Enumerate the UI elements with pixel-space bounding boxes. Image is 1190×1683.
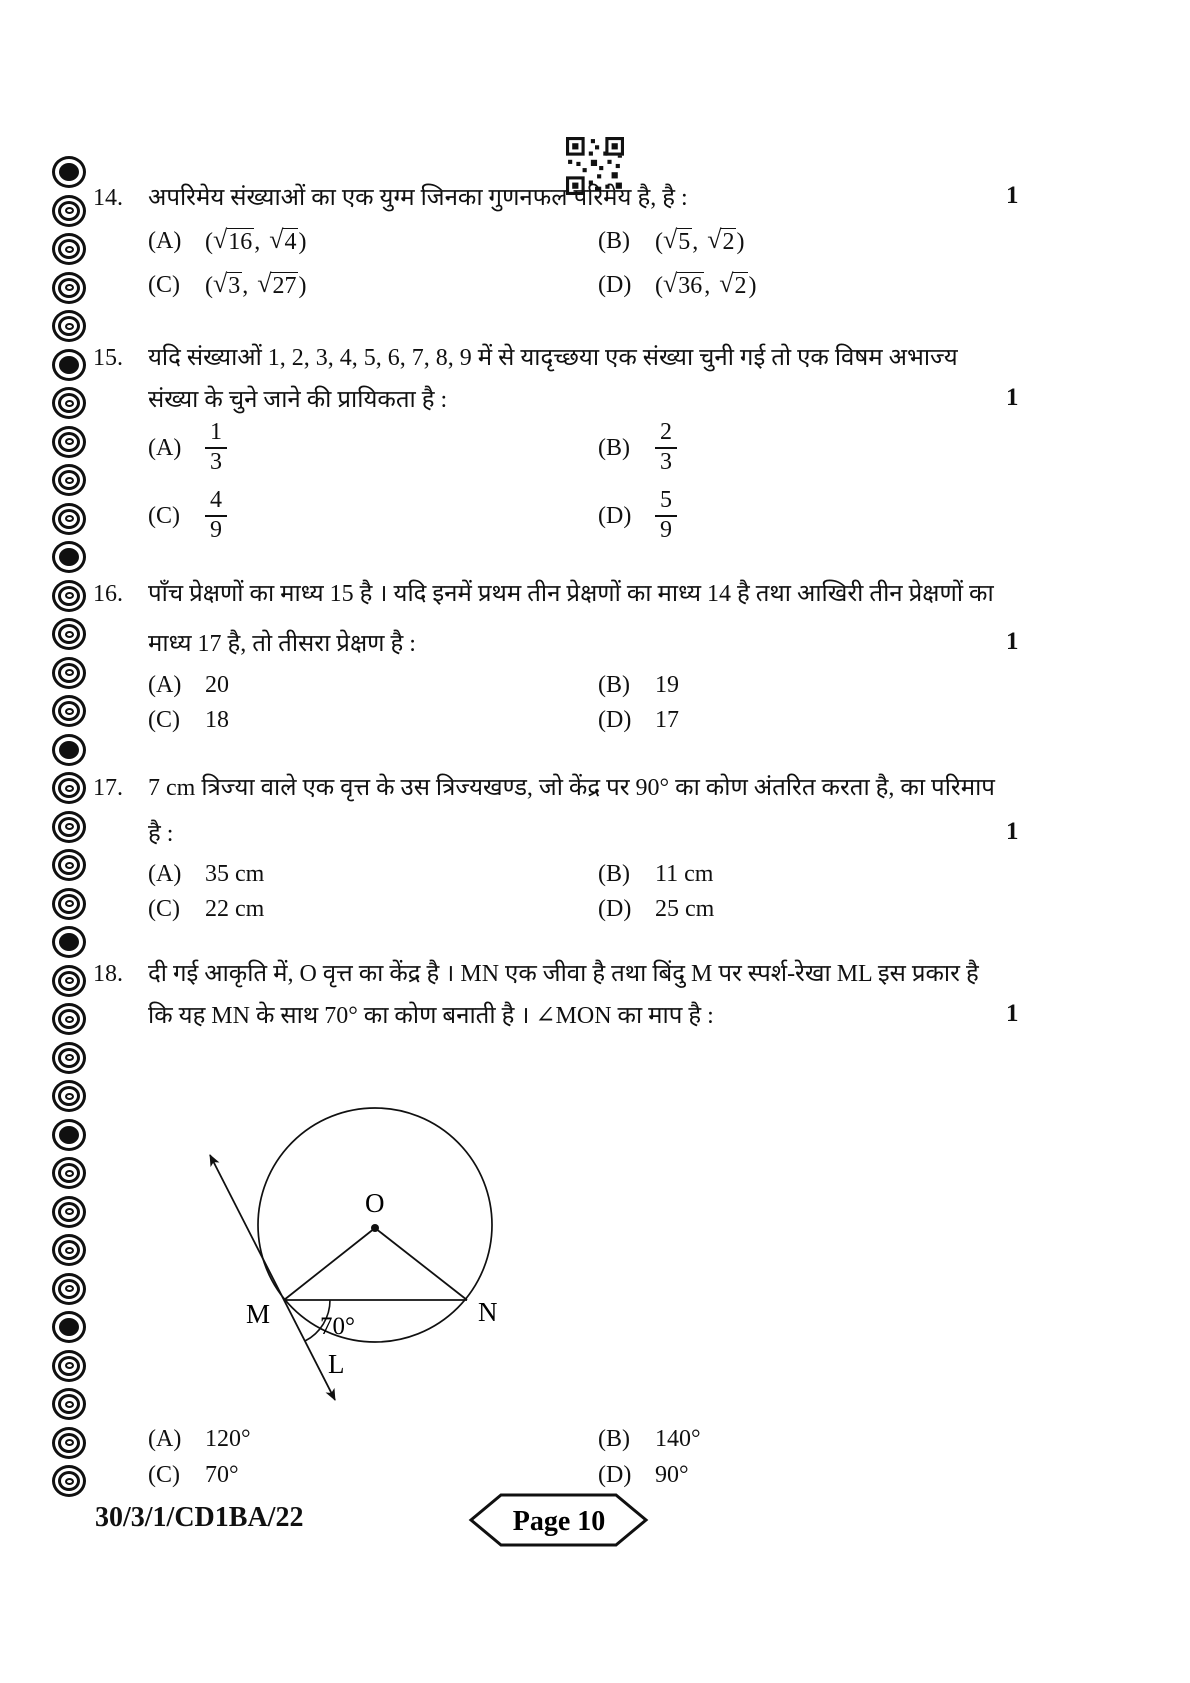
q16-options-row-2 <box>148 703 1088 737</box>
q14-options-row-1 <box>148 224 1088 258</box>
option-value: (√16, √4) <box>205 225 307 255</box>
binding-hole <box>52 734 86 766</box>
sqrt-expression: √2 <box>719 269 747 299</box>
page-number-label: Page 10 <box>512 1506 606 1537</box>
binding-hole <box>52 503 86 535</box>
radius-om <box>284 1228 375 1300</box>
option-value-fraction: $\frac{4}{9}$ <box>205 487 227 544</box>
angle-label: 70° <box>320 1313 355 1340</box>
option-value-fraction: $\frac{1}{3}$ <box>205 419 227 476</box>
option-d <box>598 703 679 737</box>
radius-on <box>375 1228 467 1300</box>
option-value: 120° <box>205 1425 251 1452</box>
option-label: (D) <box>598 706 632 733</box>
question-14-stem <box>93 180 688 213</box>
option-value: 35 cm <box>205 860 265 887</box>
question-17-stem <box>93 770 995 803</box>
q15-options-row-1 <box>148 418 1088 478</box>
option-a <box>148 418 227 478</box>
question-number: 16. <box>93 581 123 607</box>
option-label: (C) <box>148 706 180 733</box>
binding-strip <box>52 156 86 1497</box>
option-c <box>148 486 227 546</box>
binding-hole <box>52 156 86 188</box>
binding-hole <box>52 1157 86 1189</box>
circle-figure <box>150 1080 550 1415</box>
sqrt-expression: √16 <box>213 225 253 255</box>
marks-badge: 1 <box>1006 628 1019 655</box>
binding-hole <box>52 618 86 650</box>
option-value: 22 cm <box>205 895 265 922</box>
binding-hole <box>52 1119 86 1151</box>
option-value: 19 <box>655 671 679 698</box>
binding-hole <box>52 233 86 265</box>
option-a <box>148 857 264 891</box>
option-label: (A) <box>148 671 182 698</box>
option-value: 11 cm <box>655 860 714 887</box>
option-label: (C) <box>148 502 180 529</box>
binding-hole <box>52 1350 86 1382</box>
tangent-line-ml <box>210 1155 335 1400</box>
option-value: (√5, √2) <box>655 225 745 255</box>
question-15-stem-line2: संख्या के चुने जाने की प्रायिकता है : <box>148 387 448 413</box>
option-b <box>598 1422 701 1456</box>
option-value: 70° <box>205 1461 239 1488</box>
page-number-badge <box>468 1492 650 1548</box>
option-value: (√36, √2) <box>655 269 757 299</box>
option-b <box>598 668 679 702</box>
question-text: पाँच प्रेक्षणों का माध्य 15 है । यदि इनमें प्रथम तीन प्रेक्षणों का माध्य 14 है तथा आखिरी तीन प्रेक्षणों का <box>148 581 994 607</box>
option-d <box>598 268 756 302</box>
option-c <box>148 268 306 302</box>
sqrt-expression: √5 <box>663 225 691 255</box>
question-16-stem <box>93 576 994 609</box>
option-label: (D) <box>598 895 632 922</box>
option-label: (D) <box>598 271 632 298</box>
option-c <box>148 1458 239 1492</box>
option-label: (D) <box>598 1461 632 1488</box>
paper-code: 30/3/1/CD1BA/22 <box>95 1502 304 1533</box>
radical-sign: √ <box>663 269 678 298</box>
binding-hole <box>52 965 86 997</box>
label-n: N <box>478 1297 498 1327</box>
sqrt-expression: √4 <box>269 225 297 255</box>
binding-hole <box>52 387 86 419</box>
option-label: (C) <box>148 1461 180 1488</box>
option-label: (C) <box>148 895 180 922</box>
binding-hole <box>52 1196 86 1228</box>
label-o: O <box>365 1188 385 1218</box>
marks-badge: 1 <box>1006 182 1019 209</box>
binding-hole <box>52 772 86 804</box>
question-number: 17. <box>93 775 123 801</box>
question-17-stem-line2: है : <box>148 821 174 847</box>
option-d <box>598 1458 689 1492</box>
option-value: 90° <box>655 1461 689 1488</box>
binding-hole <box>52 310 86 342</box>
option-a <box>148 668 229 702</box>
option-label: (A) <box>148 860 182 887</box>
binding-hole <box>52 349 86 381</box>
radical-sign: √ <box>719 269 734 298</box>
question-18-stem <box>93 956 979 989</box>
marks-badge: 1 <box>1006 818 1019 845</box>
radical-sign: √ <box>663 225 678 254</box>
option-b <box>598 418 677 478</box>
marks-badge: 1 <box>1006 1000 1019 1027</box>
sqrt-expression: √3 <box>213 269 241 299</box>
option-a <box>148 1422 251 1456</box>
option-label: (B) <box>598 671 630 698</box>
q18-options-row-1 <box>148 1422 1088 1456</box>
q15-options-row-2 <box>148 486 1088 546</box>
option-label: (B) <box>598 227 630 254</box>
question-number: 14. <box>93 185 123 211</box>
binding-hole <box>52 695 86 727</box>
question-text: 7 cm त्रिज्या वाले एक वृत्त के उस त्रिज्यखण्ड, जो केंद्र पर 90° का कोण अंतरित करता है, का परिमाप <box>148 775 995 801</box>
binding-hole <box>52 1042 86 1074</box>
option-label: (B) <box>598 1425 630 1452</box>
radical-sign: √ <box>213 225 228 254</box>
option-label: (A) <box>148 227 182 254</box>
binding-hole <box>52 1273 86 1305</box>
binding-hole <box>52 580 86 612</box>
question-text: अपरिमेय संख्याओं का एक युग्म जिनका गुणनफल परिमेय है, है : <box>148 185 688 211</box>
sqrt-expression: √27 <box>257 269 297 299</box>
binding-hole <box>52 926 86 958</box>
binding-hole <box>52 888 86 920</box>
question-text: यदि संख्याओं 1, 2, 3, 4, 5, 6, 7, 8, 9 में से यादृच्छया एक संख्या चुनी गई तो एक विषम अभाज्य <box>148 345 958 371</box>
option-value: 18 <box>205 706 229 733</box>
marks-badge: 1 <box>1006 384 1019 411</box>
binding-hole <box>52 426 86 458</box>
q18-options-row-2 <box>148 1458 1088 1492</box>
option-value: (√3, √27) <box>205 269 307 299</box>
binding-hole <box>52 1003 86 1035</box>
binding-hole <box>52 657 86 689</box>
binding-hole <box>52 1427 86 1459</box>
binding-hole <box>52 849 86 881</box>
option-label: (A) <box>148 434 182 461</box>
q17-options-row-2 <box>148 892 1088 926</box>
option-label: (B) <box>598 434 630 461</box>
binding-hole <box>52 195 86 227</box>
binding-hole <box>52 272 86 304</box>
label-m: M <box>246 1299 271 1329</box>
sqrt-expression: √36 <box>663 269 703 299</box>
option-c <box>148 892 264 926</box>
radical-sign: √ <box>707 225 722 254</box>
question-number: 18. <box>93 961 123 987</box>
option-value-fraction: $\frac{2}{3}$ <box>655 419 677 476</box>
binding-hole <box>52 1080 86 1112</box>
q14-options-row-2 <box>148 268 1088 302</box>
question-number: 15. <box>93 345 123 371</box>
question-15-stem <box>93 340 958 373</box>
radical-sign: √ <box>269 225 284 254</box>
option-b <box>598 224 744 258</box>
question-18-stem-line2: कि यह MN के साथ 70° का कोण बनाती है । ∠MON का माप है : <box>148 1003 714 1029</box>
binding-hole <box>52 1234 86 1266</box>
radical-sign: √ <box>257 269 272 298</box>
option-label: (A) <box>148 1425 182 1452</box>
option-label: (C) <box>148 271 180 298</box>
option-c <box>148 703 229 737</box>
option-label: (D) <box>598 502 632 529</box>
sqrt-expression: √2 <box>707 225 735 255</box>
binding-hole <box>52 811 86 843</box>
option-value: 17 <box>655 706 679 733</box>
binding-hole <box>52 1388 86 1420</box>
q17-options-row-1 <box>148 857 1088 891</box>
binding-hole <box>52 541 86 573</box>
option-d <box>598 892 714 926</box>
option-a <box>148 224 306 258</box>
option-value-fraction: $\frac{5}{9}$ <box>655 487 677 544</box>
option-value: 140° <box>655 1425 701 1452</box>
label-l: L <box>328 1349 345 1379</box>
option-b <box>598 857 713 891</box>
binding-hole <box>52 1465 86 1497</box>
option-value: 20 <box>205 671 229 698</box>
binding-hole <box>52 464 86 496</box>
option-label: (B) <box>598 860 630 887</box>
binding-hole <box>52 1311 86 1343</box>
option-d <box>598 486 677 546</box>
option-value: 25 cm <box>655 895 715 922</box>
radical-sign: √ <box>213 269 228 298</box>
q16-options-row-1 <box>148 668 1088 702</box>
question-text: दी गई आकृति में, O वृत्त का केंद्र है । MN एक जीवा है तथा बिंदु M पर स्पर्श-रेखा ML इस प्रकार है <box>148 961 979 987</box>
question-16-stem-line2: माध्य 17 है, तो तीसरा प्रेक्षण है : <box>148 631 416 657</box>
